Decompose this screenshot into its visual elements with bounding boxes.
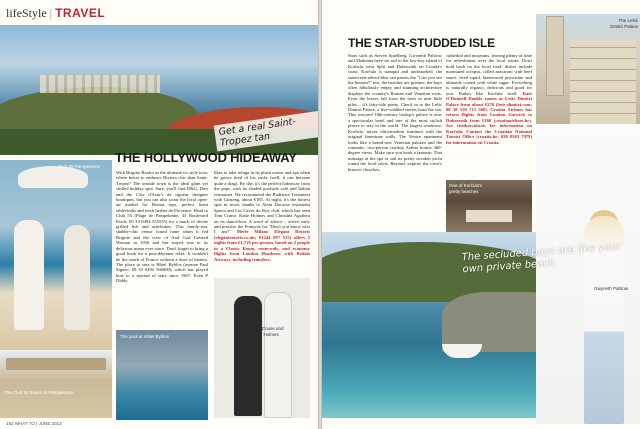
spa-bed	[466, 210, 512, 222]
rowing-boat	[442, 344, 482, 358]
handwritten-caption-right: The secluded bays are like your own private beach	[461, 241, 622, 276]
section-category: TRAVEL	[55, 6, 106, 20]
right-article-column-1	[348, 53, 442, 218]
beach-awning	[6, 358, 106, 370]
waiter-figure-2	[64, 225, 90, 330]
bell-tower	[546, 16, 564, 96]
celebrity-caption: Gwyneth Paltrow	[594, 286, 629, 291]
right-article-column-2	[446, 53, 532, 177]
page-folio: 192 WHAT TO | JUNE 2013	[6, 421, 62, 426]
club55-photo	[0, 160, 112, 350]
left-column-1-text: With Brigitte Bardot as the ultimate s/s style icon, where better to embrace Riviera chic than Saint-Tropez? The seaside town is the ideal glam yet chilled holiday spot. Sure, you'll find D&G, Dior and the Côte d'Azur's de rigueur designer boutiques, but you can also scour the local open-air market for Breton tops, perfect linen tablecloths and fresh herbes de Provence. Head to Club 55 (Plage de Pampelonne, 43 Boulevard Patch; 00 33 0494 555555) for a lunch of divine grilled fish and artichokes. This family-run, shabby-chic venue found fame when it fed Brigitte and the crew of And God Created Woman in 1956 and has stayed true to its delicious menu ever since. Don't forget to bring a good book for a post-déjeuner relax. It wouldn't be the south of France without a dose of history. The place to stay is Hôtel Byblos (avenue Paul Signac; 00 33 0494 566800), which has played host to a myriad of stars since 1967. Even P Diddy	[116, 170, 208, 284]
celebrity-photo	[536, 124, 640, 424]
palace-caption: The Lešić Dimitri Palace	[610, 18, 638, 29]
korcula-beach-photo	[446, 180, 532, 232]
man-figure	[234, 296, 262, 416]
palace-building	[570, 40, 636, 124]
headline-star-studded-isle: THE STAR-STUDDED ISLE	[348, 36, 495, 50]
right-column-2-text: cathedral and museums, leaving plenty of time for refreshment over the local wines. Don't hold back on the local food: dishes include marinated octopus, rolled macaroni with beef sauce, fried squid, homecured prosciutto and almonds coated with white sugar. Everything is naturally organic, delicious and good for you. Rather like Korčula itself.	[446, 53, 532, 96]
handwritten-caption-left: Get a real Saint-Tropez tan	[214, 111, 325, 152]
beach-caption: The Club 55 beach at Pampelonne	[4, 390, 74, 395]
section-label	[6, 6, 105, 21]
section-divider: |	[49, 6, 53, 20]
couple-photo	[214, 278, 310, 418]
byblos-pool-photo	[116, 330, 208, 420]
woman-figure	[264, 292, 292, 418]
pampelonne-beach-photo	[0, 350, 112, 418]
club55-caption: Club 55 Pampelonne	[58, 164, 101, 169]
waiter-figure	[14, 220, 44, 330]
right-column-1-text: Stars such as Steven Spielberg, Gwyneth Paltrow and Madonna have set sail to the low-key island of Korčula, near Split and Dubrovnik on Croatia's coast. Korčula is tranquil and undisturbed, the sunscreen-advert-blue sea passes the "Can you see the bottom?" test, the beaches are pristine, the bays often fabulously empty and stunning architecture displays the country's Roman and Venetian roots. Even the leaves fall from the trees in neat little piles – it's fairy-tale pretty. Check in to the Lešić Dimitri Palace, a five-cobbled streets from the sea. This restored 18th-century bishop's palace is now a spectacular hotel and one of the most stylish places to stay in the world. The largest residence, Korčula, mixes ultra-modern furniture with the original limestone walls. The Venice apartment looks like a brand-new Venetian palazzo and the romantic, two-person rooftop Arabia boasts 360-degree views. Make sure you book a fantastic Thai massage at the spa or sail its pretty wooden yacht round the local islets. Beyond, explore the town's historic churches,	[348, 53, 442, 172]
pool-caption: The pool at Hôtel Byblos	[120, 334, 170, 339]
headline-hollywood-hideaway: THE HOLLYWOOD HIDEAWAY	[115, 150, 297, 165]
left-column-2-text: likes to take refuge in its plush rooms and spa when he grows tired of his yacht (well, it can become quite a drag). By day, it's the perfect hideaway from the paps, with its shaded poolside café and Italian restaurant. We recommend the Radiance Treatment with Ginseng, about €185. At night, it's the hottest spot in town, thanks to Alain Ducasse restaurant Spoon and Les Caves du Roy club, which has seen Tom Cruise, Katie Holmes and Christina Aguilera on its dancefloor. A word of advice – arrive early and practise the François for "Don't you know who I am?"	[214, 170, 310, 235]
couple-caption: Tom Cruise and Katie Holmes	[252, 326, 284, 337]
right-booking-info: Kate O'Donnell Double rooms at Lešić Dimitri Palace from about €276 (lesic-dimitri.com; 00 38 520 715 560). Croatia Airlines has return flights from London Gatwick to Dubrovnik from £160 (croatiaairlines.hr). See visitkorcula.eu for information on Korčula. Contact the Croatian National Tourist Office (croatia.hr; 020 8563 7979) for information on Croatia.	[446, 90, 532, 145]
spa-caption: One of Korčula's pretty beaches	[449, 183, 483, 194]
left-booking-info: Merle Milano Elegant Resorts (elegantresorts.co.uk; 01244 897 515) offers 5 nights from £1,710 per person, based on 2 people in a Classic Room, room-only, and economy flights from London Heathrow with British Airways, including transfers.	[214, 229, 310, 262]
bay-rocks	[442, 292, 536, 352]
lesic-dimitri-palace-photo	[536, 14, 640, 124]
section-name: lifeStyle	[6, 6, 47, 20]
photo-town	[40, 75, 160, 93]
